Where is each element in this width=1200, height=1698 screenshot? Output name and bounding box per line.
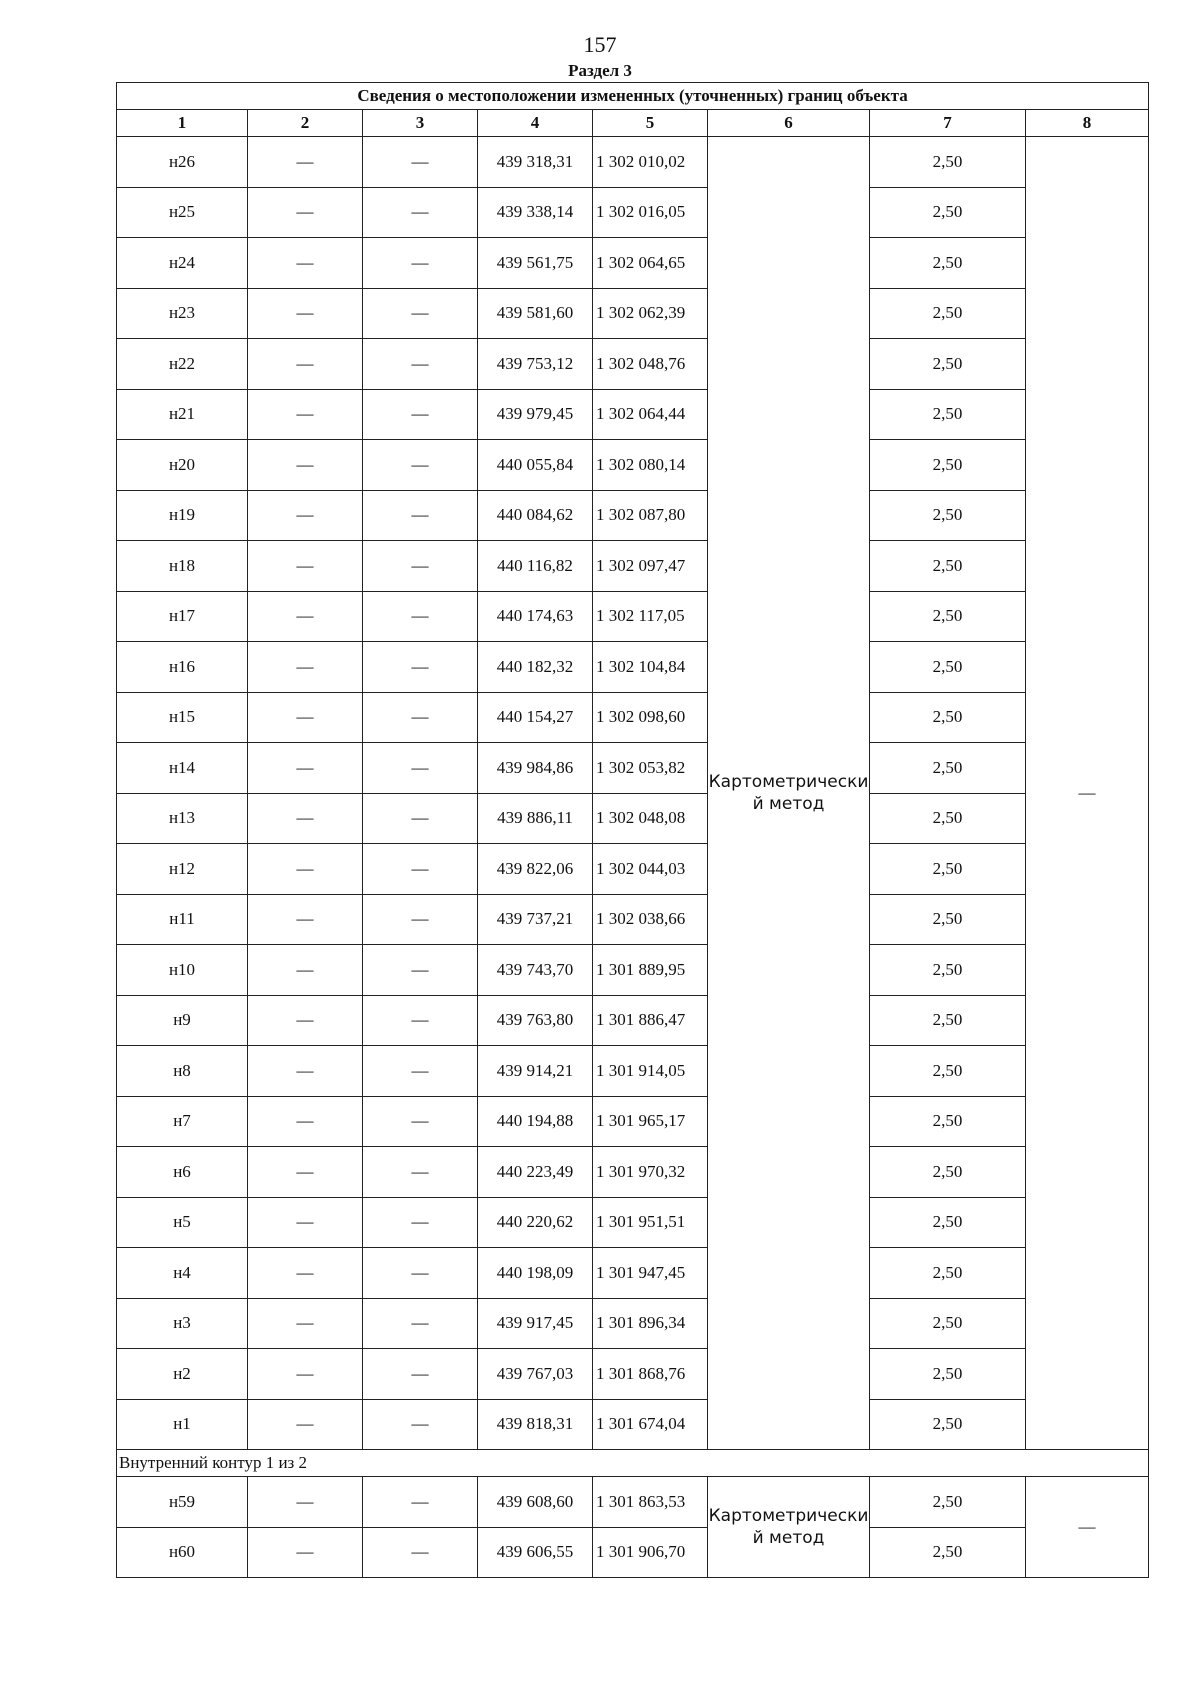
col2-cell: — bbox=[248, 642, 363, 693]
y-coordinate-cell: 1 302 048,76 bbox=[593, 339, 708, 390]
x-coordinate-cell: 439 886,11 bbox=[478, 793, 593, 844]
accuracy-cell: 2,50 bbox=[870, 1096, 1026, 1147]
col3-cell: — bbox=[363, 187, 478, 238]
y-coordinate-cell: 1 301 674,04 bbox=[593, 1399, 708, 1450]
accuracy-cell: 2,50 bbox=[870, 844, 1026, 895]
col3-cell: — bbox=[363, 238, 478, 289]
accuracy-cell: 2,50 bbox=[870, 1399, 1026, 1450]
point-name-cell: н4 bbox=[117, 1248, 248, 1299]
y-coordinate-cell: 1 301 970,32 bbox=[593, 1147, 708, 1198]
table-row bbox=[117, 541, 1149, 592]
accuracy-cell: 2,50 bbox=[870, 490, 1026, 541]
table-row bbox=[117, 1096, 1149, 1147]
table-row bbox=[117, 894, 1149, 945]
method-cell: Картометрический метод bbox=[708, 1477, 870, 1578]
point-name-cell: н23 bbox=[117, 288, 248, 339]
y-coordinate-cell: 1 301 863,53 bbox=[593, 1477, 708, 1528]
col3-cell: — bbox=[363, 440, 478, 491]
col2-cell: — bbox=[248, 490, 363, 541]
x-coordinate-cell: 440 055,84 bbox=[478, 440, 593, 491]
point-name-cell: н16 bbox=[117, 642, 248, 693]
y-coordinate-cell: 1 302 038,66 bbox=[593, 894, 708, 945]
table-row bbox=[117, 743, 1149, 794]
col3-cell: — bbox=[363, 541, 478, 592]
table-row bbox=[117, 945, 1149, 996]
x-coordinate-cell: 439 743,70 bbox=[478, 945, 593, 996]
column-header-1: 1 bbox=[117, 110, 248, 137]
point-name-cell: н17 bbox=[117, 591, 248, 642]
point-name-cell: н20 bbox=[117, 440, 248, 491]
x-coordinate-cell: 439 984,86 bbox=[478, 743, 593, 794]
y-coordinate-cell: 1 302 064,44 bbox=[593, 389, 708, 440]
x-coordinate-cell: 439 818,31 bbox=[478, 1399, 593, 1450]
col2-cell: — bbox=[248, 187, 363, 238]
col2-cell: — bbox=[248, 1096, 363, 1147]
col2-cell: — bbox=[248, 995, 363, 1046]
column-header-2: 2 bbox=[248, 110, 363, 137]
col2-cell: — bbox=[248, 1527, 363, 1578]
col3-cell: — bbox=[363, 1096, 478, 1147]
x-coordinate-cell: 439 763,80 bbox=[478, 995, 593, 1046]
accuracy-cell: 2,50 bbox=[870, 995, 1026, 1046]
table-row bbox=[117, 288, 1149, 339]
point-name-cell: н3 bbox=[117, 1298, 248, 1349]
accuracy-cell: 2,50 bbox=[870, 1248, 1026, 1299]
accuracy-cell: 2,50 bbox=[870, 743, 1026, 794]
method-cell: Картометрический метод bbox=[708, 137, 870, 1450]
col3-cell: — bbox=[363, 591, 478, 642]
col8-cell: — bbox=[1026, 137, 1149, 1450]
accuracy-cell: 2,50 bbox=[870, 238, 1026, 289]
y-coordinate-cell: 1 302 016,05 bbox=[593, 187, 708, 238]
point-name-cell: н60 bbox=[117, 1527, 248, 1578]
col2-cell: — bbox=[248, 692, 363, 743]
x-coordinate-cell: 439 581,60 bbox=[478, 288, 593, 339]
x-coordinate-cell: 439 608,60 bbox=[478, 1477, 593, 1528]
x-coordinate-cell: 439 606,55 bbox=[478, 1527, 593, 1578]
y-coordinate-cell: 1 302 097,47 bbox=[593, 541, 708, 592]
col2-cell: — bbox=[248, 844, 363, 895]
col2-cell: — bbox=[248, 1197, 363, 1248]
accuracy-cell: 2,50 bbox=[870, 288, 1026, 339]
col3-cell: — bbox=[363, 490, 478, 541]
col2-cell: — bbox=[248, 743, 363, 794]
col2-cell: — bbox=[248, 1349, 363, 1400]
col2-cell: — bbox=[248, 591, 363, 642]
col2-cell: — bbox=[248, 1147, 363, 1198]
accuracy-cell: 2,50 bbox=[870, 1349, 1026, 1400]
col3-cell: — bbox=[363, 995, 478, 1046]
table-row bbox=[117, 187, 1149, 238]
contour-label-row bbox=[117, 1450, 1149, 1477]
table-row bbox=[117, 692, 1149, 743]
col8-cell: — bbox=[1026, 1477, 1149, 1578]
table-row bbox=[117, 1527, 1149, 1578]
col3-cell: — bbox=[363, 1399, 478, 1450]
y-coordinate-cell: 1 301 965,17 bbox=[593, 1096, 708, 1147]
table-row bbox=[117, 440, 1149, 491]
y-coordinate-cell: 1 302 053,82 bbox=[593, 743, 708, 794]
col2-cell: — bbox=[248, 945, 363, 996]
y-coordinate-cell: 1 302 080,14 bbox=[593, 440, 708, 491]
x-coordinate-cell: 439 753,12 bbox=[478, 339, 593, 390]
point-name-cell: н6 bbox=[117, 1147, 248, 1198]
col3-cell: — bbox=[363, 945, 478, 996]
table-title: Сведения о местоположении измененных (уточненных) границ объекта bbox=[117, 83, 1149, 110]
point-name-cell: н26 bbox=[117, 137, 248, 188]
col2-cell: — bbox=[248, 1248, 363, 1299]
point-name-cell: н19 bbox=[117, 490, 248, 541]
table-row bbox=[117, 137, 1149, 188]
accuracy-cell: 2,50 bbox=[870, 1197, 1026, 1248]
table-row bbox=[117, 1399, 1149, 1450]
point-name-cell: н10 bbox=[117, 945, 248, 996]
y-coordinate-cell: 1 302 010,02 bbox=[593, 137, 708, 188]
col3-cell: — bbox=[363, 743, 478, 794]
y-coordinate-cell: 1 302 098,60 bbox=[593, 692, 708, 743]
column-header-5: 5 bbox=[593, 110, 708, 137]
table-row bbox=[117, 490, 1149, 541]
table-row bbox=[117, 1477, 1149, 1528]
accuracy-cell: 2,50 bbox=[870, 1527, 1026, 1578]
y-coordinate-cell: 1 301 886,47 bbox=[593, 995, 708, 1046]
col3-cell: — bbox=[363, 1349, 478, 1400]
column-header-8: 8 bbox=[1026, 110, 1149, 137]
col3-cell: — bbox=[363, 137, 478, 188]
col2-cell: — bbox=[248, 541, 363, 592]
table-row bbox=[117, 1046, 1149, 1097]
y-coordinate-cell: 1 301 868,76 bbox=[593, 1349, 708, 1400]
col3-cell: — bbox=[363, 844, 478, 895]
col3-cell: — bbox=[363, 1197, 478, 1248]
accuracy-cell: 2,50 bbox=[870, 945, 1026, 996]
contour-label: Внутренний контур 1 из 2 bbox=[117, 1450, 1149, 1477]
accuracy-cell: 2,50 bbox=[870, 793, 1026, 844]
y-coordinate-cell: 1 301 889,95 bbox=[593, 945, 708, 996]
x-coordinate-cell: 439 338,14 bbox=[478, 187, 593, 238]
accuracy-cell: 2,50 bbox=[870, 1477, 1026, 1528]
col2-cell: — bbox=[248, 339, 363, 390]
column-header-row bbox=[117, 110, 1149, 137]
accuracy-cell: 2,50 bbox=[870, 1046, 1026, 1097]
table-row bbox=[117, 793, 1149, 844]
col3-cell: — bbox=[363, 339, 478, 390]
x-coordinate-cell: 439 979,45 bbox=[478, 389, 593, 440]
point-name-cell: н15 bbox=[117, 692, 248, 743]
column-header-6: 6 bbox=[708, 110, 870, 137]
col2-cell: — bbox=[248, 894, 363, 945]
point-name-cell: н21 bbox=[117, 389, 248, 440]
point-name-cell: н22 bbox=[117, 339, 248, 390]
accuracy-cell: 2,50 bbox=[870, 389, 1026, 440]
point-name-cell: н1 bbox=[117, 1399, 248, 1450]
table-row bbox=[117, 1298, 1149, 1349]
table-row bbox=[117, 1248, 1149, 1299]
y-coordinate-cell: 1 301 896,34 bbox=[593, 1298, 708, 1349]
x-coordinate-cell: 440 220,62 bbox=[478, 1197, 593, 1248]
accuracy-cell: 2,50 bbox=[870, 339, 1026, 390]
table-row bbox=[117, 339, 1149, 390]
x-coordinate-cell: 439 914,21 bbox=[478, 1046, 593, 1097]
accuracy-cell: 2,50 bbox=[870, 541, 1026, 592]
column-header-3: 3 bbox=[363, 110, 478, 137]
y-coordinate-cell: 1 302 048,08 bbox=[593, 793, 708, 844]
accuracy-cell: 2,50 bbox=[870, 1298, 1026, 1349]
table-body bbox=[117, 137, 1149, 1578]
accuracy-cell: 2,50 bbox=[870, 137, 1026, 188]
y-coordinate-cell: 1 302 064,65 bbox=[593, 238, 708, 289]
point-name-cell: н25 bbox=[117, 187, 248, 238]
col2-cell: — bbox=[248, 440, 363, 491]
x-coordinate-cell: 440 154,27 bbox=[478, 692, 593, 743]
col2-cell: — bbox=[248, 137, 363, 188]
point-name-cell: н59 bbox=[117, 1477, 248, 1528]
col2-cell: — bbox=[248, 389, 363, 440]
page-number: 157 bbox=[583, 32, 617, 57]
point-name-cell: н18 bbox=[117, 541, 248, 592]
x-coordinate-cell: 439 737,21 bbox=[478, 894, 593, 945]
table-row bbox=[117, 591, 1149, 642]
y-coordinate-cell: 1 302 062,39 bbox=[593, 288, 708, 339]
column-header-4: 4 bbox=[478, 110, 593, 137]
x-coordinate-cell: 440 198,09 bbox=[478, 1248, 593, 1299]
table-row bbox=[117, 389, 1149, 440]
col3-cell: — bbox=[363, 1477, 478, 1528]
x-coordinate-cell: 440 194,88 bbox=[478, 1096, 593, 1147]
col3-cell: — bbox=[363, 389, 478, 440]
boundary-coordinates-table bbox=[116, 82, 1149, 1578]
table-row bbox=[117, 844, 1149, 895]
col3-cell: — bbox=[363, 1527, 478, 1578]
point-name-cell: н8 bbox=[117, 1046, 248, 1097]
col2-cell: — bbox=[248, 238, 363, 289]
point-name-cell: н2 bbox=[117, 1349, 248, 1400]
table-row bbox=[117, 1147, 1149, 1198]
point-name-cell: н7 bbox=[117, 1096, 248, 1147]
y-coordinate-cell: 1 302 104,84 bbox=[593, 642, 708, 693]
accuracy-cell: 2,50 bbox=[870, 1147, 1026, 1198]
table-row bbox=[117, 642, 1149, 693]
col3-cell: — bbox=[363, 642, 478, 693]
x-coordinate-cell: 439 917,45 bbox=[478, 1298, 593, 1349]
col3-cell: — bbox=[363, 692, 478, 743]
col3-cell: — bbox=[363, 1298, 478, 1349]
y-coordinate-cell: 1 302 117,05 bbox=[593, 591, 708, 642]
y-coordinate-cell: 1 301 906,70 bbox=[593, 1527, 708, 1578]
table-row bbox=[117, 238, 1149, 289]
col2-cell: — bbox=[248, 1046, 363, 1097]
x-coordinate-cell: 440 116,82 bbox=[478, 541, 593, 592]
x-coordinate-cell: 439 767,03 bbox=[478, 1349, 593, 1400]
col3-cell: — bbox=[363, 793, 478, 844]
y-coordinate-cell: 1 301 914,05 bbox=[593, 1046, 708, 1097]
table-row bbox=[117, 1349, 1149, 1400]
y-coordinate-cell: 1 301 951,51 bbox=[593, 1197, 708, 1248]
col2-cell: — bbox=[248, 1477, 363, 1528]
column-header-7: 7 bbox=[870, 110, 1026, 137]
col3-cell: — bbox=[363, 894, 478, 945]
col3-cell: — bbox=[363, 1046, 478, 1097]
accuracy-cell: 2,50 bbox=[870, 591, 1026, 642]
accuracy-cell: 2,50 bbox=[870, 642, 1026, 693]
accuracy-cell: 2,50 bbox=[870, 894, 1026, 945]
x-coordinate-cell: 440 084,62 bbox=[478, 490, 593, 541]
point-name-cell: н24 bbox=[117, 238, 248, 289]
y-coordinate-cell: 1 302 044,03 bbox=[593, 844, 708, 895]
x-coordinate-cell: 439 318,31 bbox=[478, 137, 593, 188]
x-coordinate-cell: 439 822,06 bbox=[478, 844, 593, 895]
point-name-cell: н14 bbox=[117, 743, 248, 794]
col2-cell: — bbox=[248, 1399, 363, 1450]
point-name-cell: н12 bbox=[117, 844, 248, 895]
col3-cell: — bbox=[363, 1147, 478, 1198]
accuracy-cell: 2,50 bbox=[870, 440, 1026, 491]
y-coordinate-cell: 1 302 087,80 bbox=[593, 490, 708, 541]
x-coordinate-cell: 440 182,32 bbox=[478, 642, 593, 693]
table-row bbox=[117, 995, 1149, 1046]
accuracy-cell: 2,50 bbox=[870, 692, 1026, 743]
accuracy-cell: 2,50 bbox=[870, 187, 1026, 238]
col3-cell: — bbox=[363, 1248, 478, 1299]
col3-cell: — bbox=[363, 288, 478, 339]
point-name-cell: н9 bbox=[117, 995, 248, 1046]
y-coordinate-cell: 1 301 947,45 bbox=[593, 1248, 708, 1299]
col2-cell: — bbox=[248, 288, 363, 339]
section-label: Раздел 3 bbox=[568, 61, 632, 80]
point-name-cell: н13 bbox=[117, 793, 248, 844]
point-name-cell: н11 bbox=[117, 894, 248, 945]
table-row bbox=[117, 1197, 1149, 1248]
point-name-cell: н5 bbox=[117, 1197, 248, 1248]
x-coordinate-cell: 440 223,49 bbox=[478, 1147, 593, 1198]
x-coordinate-cell: 439 561,75 bbox=[478, 238, 593, 289]
x-coordinate-cell: 440 174,63 bbox=[478, 591, 593, 642]
col2-cell: — bbox=[248, 793, 363, 844]
col2-cell: — bbox=[248, 1298, 363, 1349]
